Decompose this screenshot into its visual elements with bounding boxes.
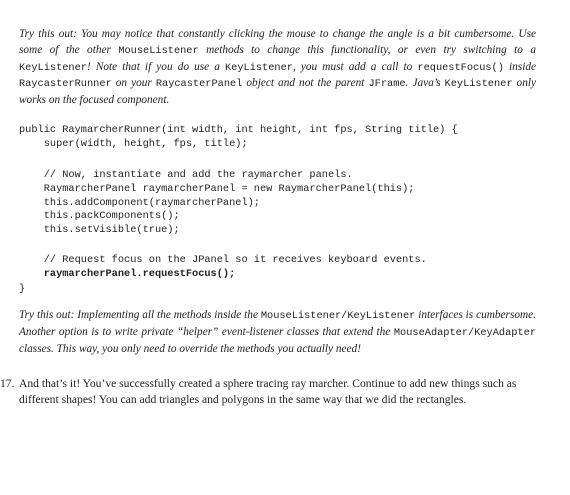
note-text: object and not the parent: [242, 77, 369, 90]
code-request-focus: [19, 254, 427, 282]
try-this-out-note-keylistener: [19, 27, 536, 109]
inline-code: RaycasterRunner: [19, 78, 112, 91]
step-17: [0, 376, 537, 408]
note-text: only works on the focused component.: [19, 77, 537, 107]
note-text: Try this out: Implementing all the methods inside the: [19, 309, 261, 321]
note-text: interfaces is cumbersome. Another option is to write private “helper” event-listener classes that extend the: [19, 309, 536, 338]
step-text: And that’s it! You’ve successfully created a sphere tracing ray marcher. Continue to add new things such as different shapes! You can add triangles and polygons in the same way that we did the rectangles.: [19, 377, 517, 406]
inline-code: MouseAdapter/KeyAdapter: [393, 326, 536, 339]
note-text: . Java’s: [405, 77, 445, 90]
step-number: 17.: [0, 377, 15, 390]
inline-code: KeyListener: [19, 61, 87, 74]
inline-code: MouseListener: [118, 44, 199, 57]
note-text: ! Note that if you do use a: [86, 60, 225, 73]
inline-code: MouseListener/KeyListener: [260, 310, 416, 322]
note-text: , you must add a call to: [292, 60, 418, 73]
code-comment: // Request focus on the JPanel so it receives keyboard events.: [19, 254, 427, 266]
code-add-panel: // Now, instantiate and add the raymarcher panels. RaymarcherPanel raymarcherPanel = new RaymarcherPanel(this); this.addComponent(raymarcherPanel); this.packComponents(); this.setVisible(true);: [43, 169, 415, 237]
note-text: methods to change this functionality, or even try switching to a: [198, 43, 536, 56]
inline-code: requestFocus(): [417, 61, 504, 74]
note-text: on your: [111, 77, 156, 90]
inline-code: RaycasterPanel: [155, 78, 243, 91]
note-text: Try this out: You may notice that constantly clicking the mouse to change the angle is a bit cumbersome. Use some of the other: [19, 28, 536, 56]
inline-code: JFrame: [368, 78, 406, 91]
code-request-focus-call: raymarcherPanel.requestFocus();: [19, 267, 236, 280]
code-closing-brace: }: [19, 283, 26, 295]
code-constructor-header: public RaymarcherRunner(int width, int height, int fps, String title) { super(width, height, fps, title);: [19, 124, 458, 150]
inline-code: KeyListener: [224, 61, 293, 74]
try-this-out-note-adapters: [19, 308, 536, 357]
inline-code: KeyListener: [444, 78, 513, 91]
note-text: classes. This way, you only need to override the methods you actually need!: [19, 342, 361, 355]
note-text: inside: [503, 60, 536, 73]
